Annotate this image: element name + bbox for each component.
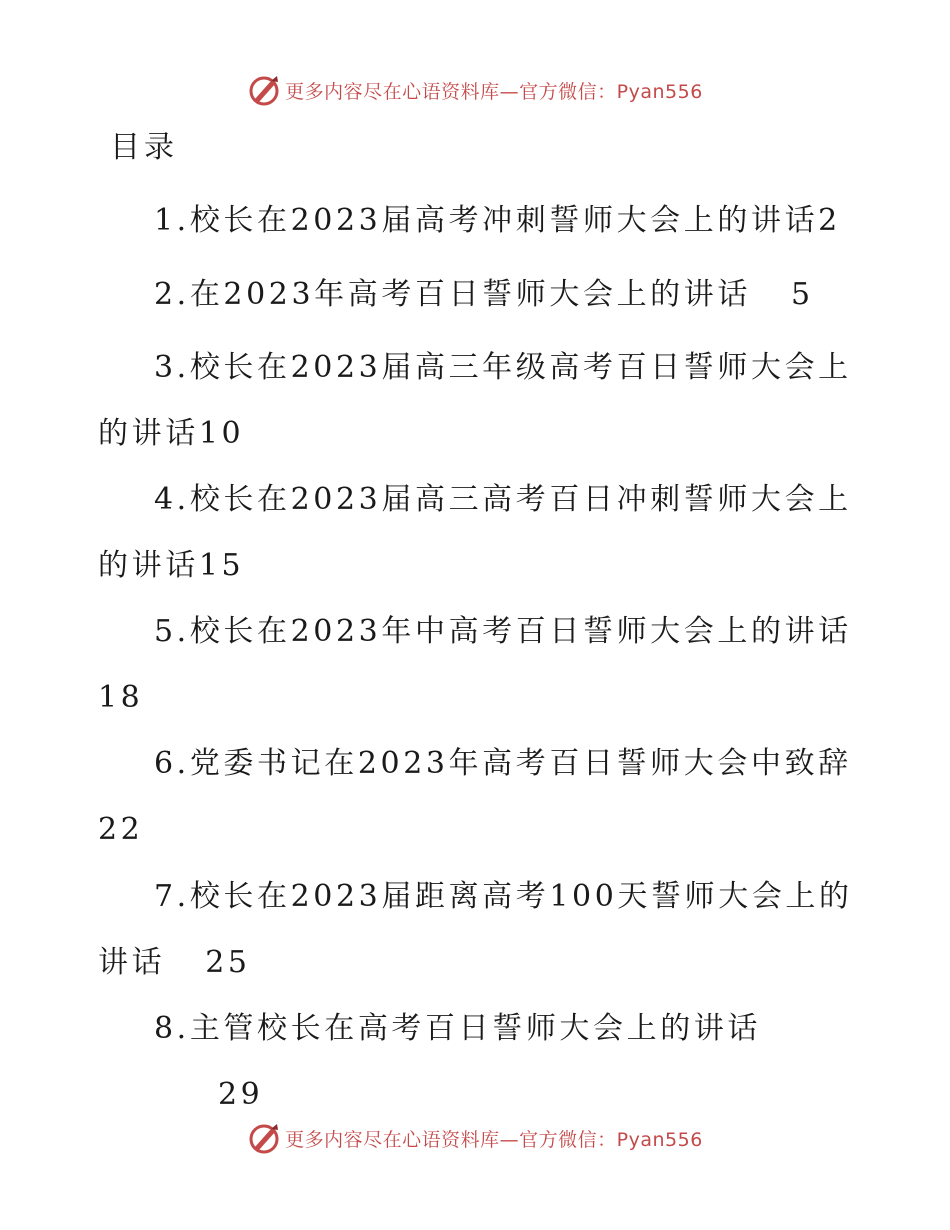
toc-entry-title: 2.在2023年高考百日誓师大会上的讲话	[154, 277, 751, 312]
toc-title: 目录	[110, 130, 178, 165]
toc-entry[interactable]	[98, 996, 858, 1128]
toc-entry[interactable]	[98, 864, 858, 996]
toc-entry[interactable]	[98, 467, 858, 599]
toc-entry-title: 6.党委书记在2023年高考百日誓师大会中致辞	[154, 746, 852, 781]
toc-entry-title: 7.校长在2023届距离高考100天誓师大会上的讲话	[98, 879, 853, 980]
toc-entry[interactable]	[98, 731, 858, 863]
toc-entry-page: 25	[205, 945, 251, 980]
watermark-text: 更多内容尽在心语资料库—官方微信：Pyan556	[285, 1128, 703, 1151]
pen-logo-icon	[247, 73, 281, 107]
footer-watermark-banner	[0, 1118, 950, 1158]
toc-entry[interactable]	[98, 335, 858, 467]
toc-entry[interactable]	[98, 599, 858, 731]
toc-entry-title: 1.校长在2023届高考冲刺誓师大会上的讲话	[154, 203, 819, 238]
toc-entry-title: 3.校长在2023届高三年级高考百日誓师大会上的讲话	[98, 350, 852, 451]
toc-entry[interactable]	[98, 188, 858, 254]
header-watermark-banner	[0, 70, 950, 110]
toc-entry-title: 8.主管校长在高考百日誓师大会上的讲话	[154, 1011, 762, 1046]
pen-logo-icon	[247, 1121, 281, 1155]
toc-entry-page: 2	[818, 203, 841, 238]
toc-entry-title: 4.校长在2023届高三高考百日冲刺誓师大会上的讲话	[98, 482, 852, 583]
toc-entry-page: 15	[198, 548, 245, 583]
toc-entry-page: 18	[98, 680, 144, 715]
watermark-text: 更多内容尽在心语资料库—官方微信：Pyan556	[285, 80, 703, 103]
toc-entry-page: 5	[790, 277, 814, 312]
toc-entry-page: 29	[218, 1077, 264, 1112]
toc-entry-title: 5.校长在2023年中高考百日誓师大会上的讲话	[154, 614, 852, 649]
toc-entry[interactable]	[98, 262, 858, 328]
toc-entry-page: 22	[98, 812, 144, 847]
toc-entry-page: 10	[198, 416, 245, 451]
